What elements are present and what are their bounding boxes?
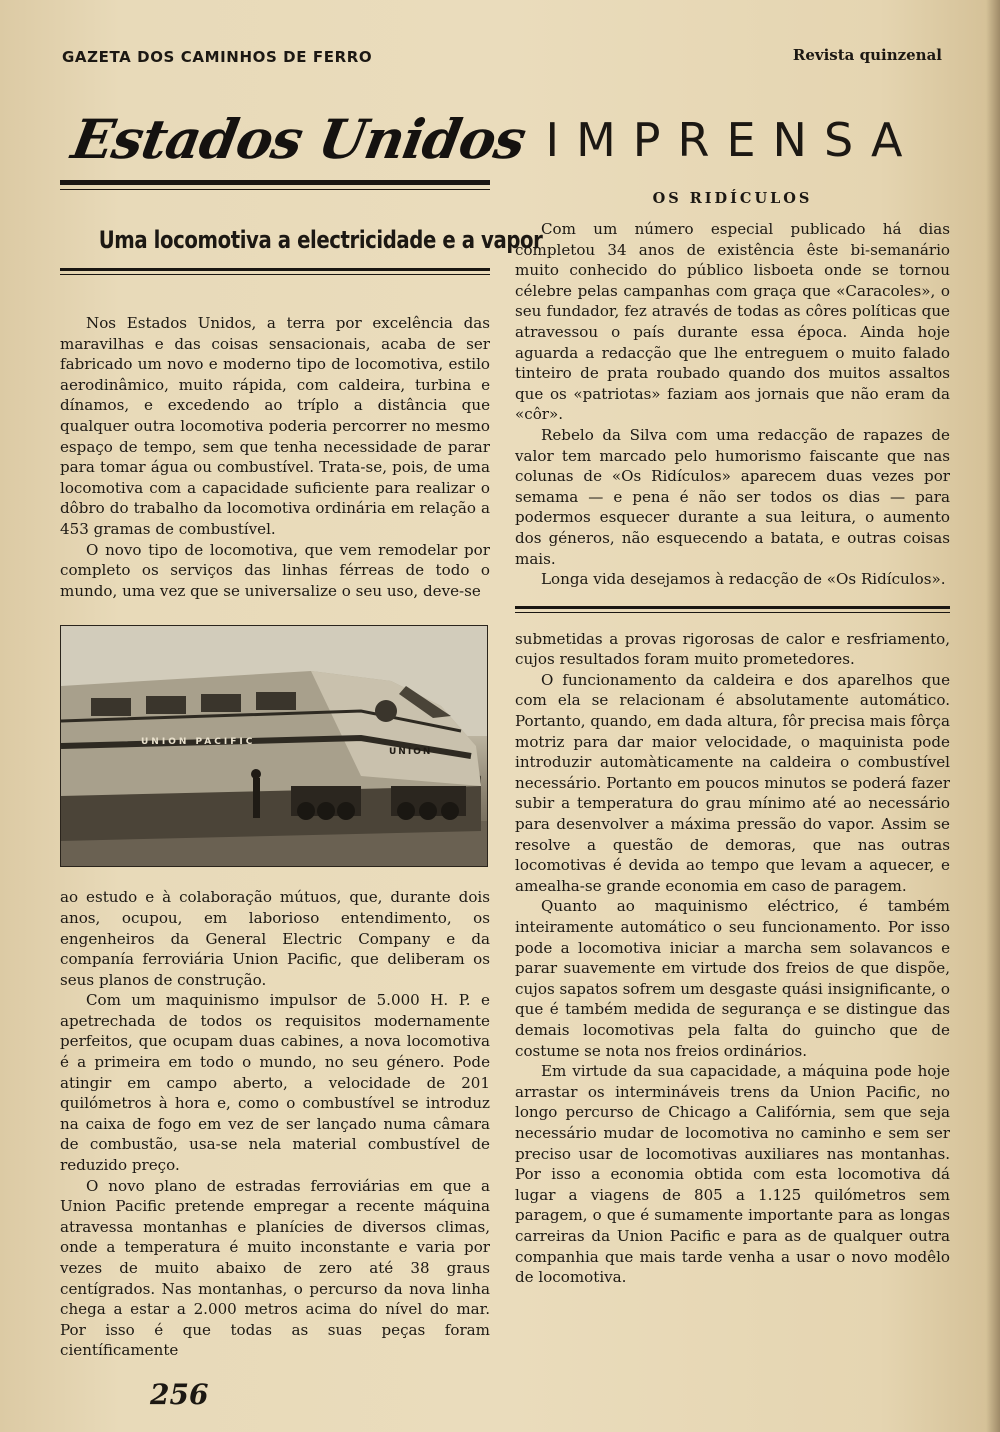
running-header-publication: GAZETA DOS CAMINHOS DE FERRO (62, 48, 373, 66)
paragraph: Longa vida desejamos à redacção de «Os Ridículos». (541, 570, 946, 589)
paragraph: O funcionamento da caldeira e dos aparelhos que com ela se relacionam é absolutamente automático. Portanto, quando, em dada altura, fôr precisa mais fôrça motriz para dar maior velocidade, o maquinista pode introduzir automàticamente na caldeira o combustível necessário. Portanto em poucos minutos se poderá fazer subir a temperatura do grau mínimo até ao necessário para desenvolver a máxima pressão do vapor. Assim se resolve a questão de demoras, que nas outras locomotivas é devida ao tempo que levam a aquecer, e amealha-se grande economia em caso de paragem. (515, 670, 950, 895)
right-column (515, 100, 950, 1288)
title-rule-thick (60, 180, 490, 185)
article-headline: Uma locomotiva a electricidade e a vapor (98, 226, 543, 254)
headline-rule-thin (60, 274, 490, 275)
locomotive-photo (60, 625, 488, 867)
paragraph: O novo plano de estradas ferroviárias em que a Union Pacific pretende empregar a recente máquina atravessa montanhas e planícies de diversos climas, onde a temperatura é muito inconstante e varia por vezes de muito abaixo de zero até 38 graus centígrados. Nas montanhas, o percurso da nova linha chega a estar a 2.000 metros acima do nível do mar. Por isso é que todas as suas peças foram científicamente (60, 1176, 490, 1360)
paragraph: ao estudo e à colaboração mútuos, que, durante dois anos, ocupou, em laborioso entendimento, os engenheiros da General Electric Company e da companía ferroviária Union Pacific, que deliberam os seus planos de construção. (60, 888, 490, 989)
paragraph: Quanto ao maquinismo eléctrico, é também inteiramente automático o seu funcionamento. Por isso pode a locomotiva iniciar a marcha sem solavancos e parar suavemente em virtude dos freios de que dispõe, cujos sapatos sofrem um desgaste quási insignificante, o que é também medida de segurança e se distingue das demais locomotivas pela falta do guincho que de costume se nota nos freios ordinários. (515, 897, 950, 1060)
paragraph: Com um número especial publicado há dias completou 34 anos de existência êste bi-semanário muito conhecido do público lisboeta onde se tornou célebre pelas campanhas com graça que «Caracoles», o seu fundador, fez através de todas as côres políticas que atravessou o país durante essa época. Ainda hoje aguarda a redacção que lhe entreguem o muito falado tinteiro de prata roubado quando dos muitos assaltos que os «patriotas» faziam aos jornais que não eram da «côr». (515, 220, 950, 424)
left-column (60, 100, 543, 1361)
paragraph: Em virtude da sua capacidade, a máquina pode hoje arrastar os intermináveis trens da Union Pacific, no longo percurso de Chicago a Califórnia, sem que seja necessário mudar de locomotiva no caminho e sem ser preciso usar de locomotivas auxiliares nas montanhas. Por isso a economia obtida com esta locomotiva dá lugar a viagens de 805 a 1.125 quilómetros sem paragem, o que é sumamente importante para as longas carreiras da Union Pacific e para as de qualquer outra companhia que mais tarde venha a usar o novo modêlo de locomotiva. (515, 1062, 950, 1287)
side-lettering: UNION PACIFIC (141, 737, 256, 748)
headline-rule-thick (60, 268, 490, 271)
paragraph: O novo tipo de locomotiva, que vem remodelar por completo os serviços das linhas férreas de todo o mundo, uma vez que se universalize o seu uso, deve-se (60, 540, 490, 600)
page-number: 256 (150, 1378, 209, 1411)
article-body-top (60, 313, 490, 601)
article-continuation (515, 629, 950, 1288)
paragraph: Rebelo da Silva com uma redacção de rapazes de valor tem marcado pelo humorismo faiscante que nas colunas de «Os Ridículos» aparecem duas vezes por semama — e pena é não ser todos os dias — para podermos esquecer durante a sua leitura, o aumento dos géneros, não esquecendo a batata, e outras coisas mais. (515, 425, 950, 568)
nose-lettering: UNION (389, 747, 433, 758)
paragraph: Com um maquinismo impulsor de 5.000 H. P. e apetrechada de todos os requisitos modernamente perfeitos, que ocupam duas cabines, a nova locomotiva é a primeira em todo o mundo, no seu género. Pode atingir em campo aberto, a velocidade de 201 quilómetros à hora e, como o combustível se introduz na caixa de fogo em vez de ser lançado numa câmara de combustão, usa-se nela material combustível de reduzido preço. (60, 991, 490, 1175)
title-rule-thin (60, 189, 490, 190)
paragraph: Nos Estados Unidos, a terra por excelência das maravilhas e das coisas sensacionais, acaba de ser fabricado um novo e moderno tipo de locomotiva, estilo aerodinâmico, muito rápida, com caldeira, turbina e dínamos, e excedendo ao tríplo a distância que qualquer outra locomotiva poderia percorrer no mesmo espaço de tempo, sem que tenha necessidade de parar para tomar água ou combustível. Trata-se, pois, de uma locomotiva com a capacidade suficiente para realizar o dôbro do trabalho da locomotiva ordinária em relação a 453 gramas de combustível. (60, 314, 490, 538)
running-header-frequency: Revista quinzenal (792, 46, 942, 64)
column-separator-thin (515, 612, 950, 613)
article-body-bottom (60, 887, 490, 1361)
page-spine-shadow (986, 0, 1000, 1432)
column-separator-thick (515, 606, 950, 609)
section-title-estados-unidos: Estados Unidos (67, 107, 531, 171)
paragraph: submetidas a provas rigorosas de calor e resfriamento, cujos resultados foram muito prometedores. (515, 629, 950, 669)
locomotive-illustration (61, 626, 487, 866)
section-title-imprensa: IMPRENSA (545, 113, 920, 167)
subhead-os-ridiculos: OS RIDÍCULOS (652, 190, 813, 207)
imprensa-body (515, 219, 950, 590)
